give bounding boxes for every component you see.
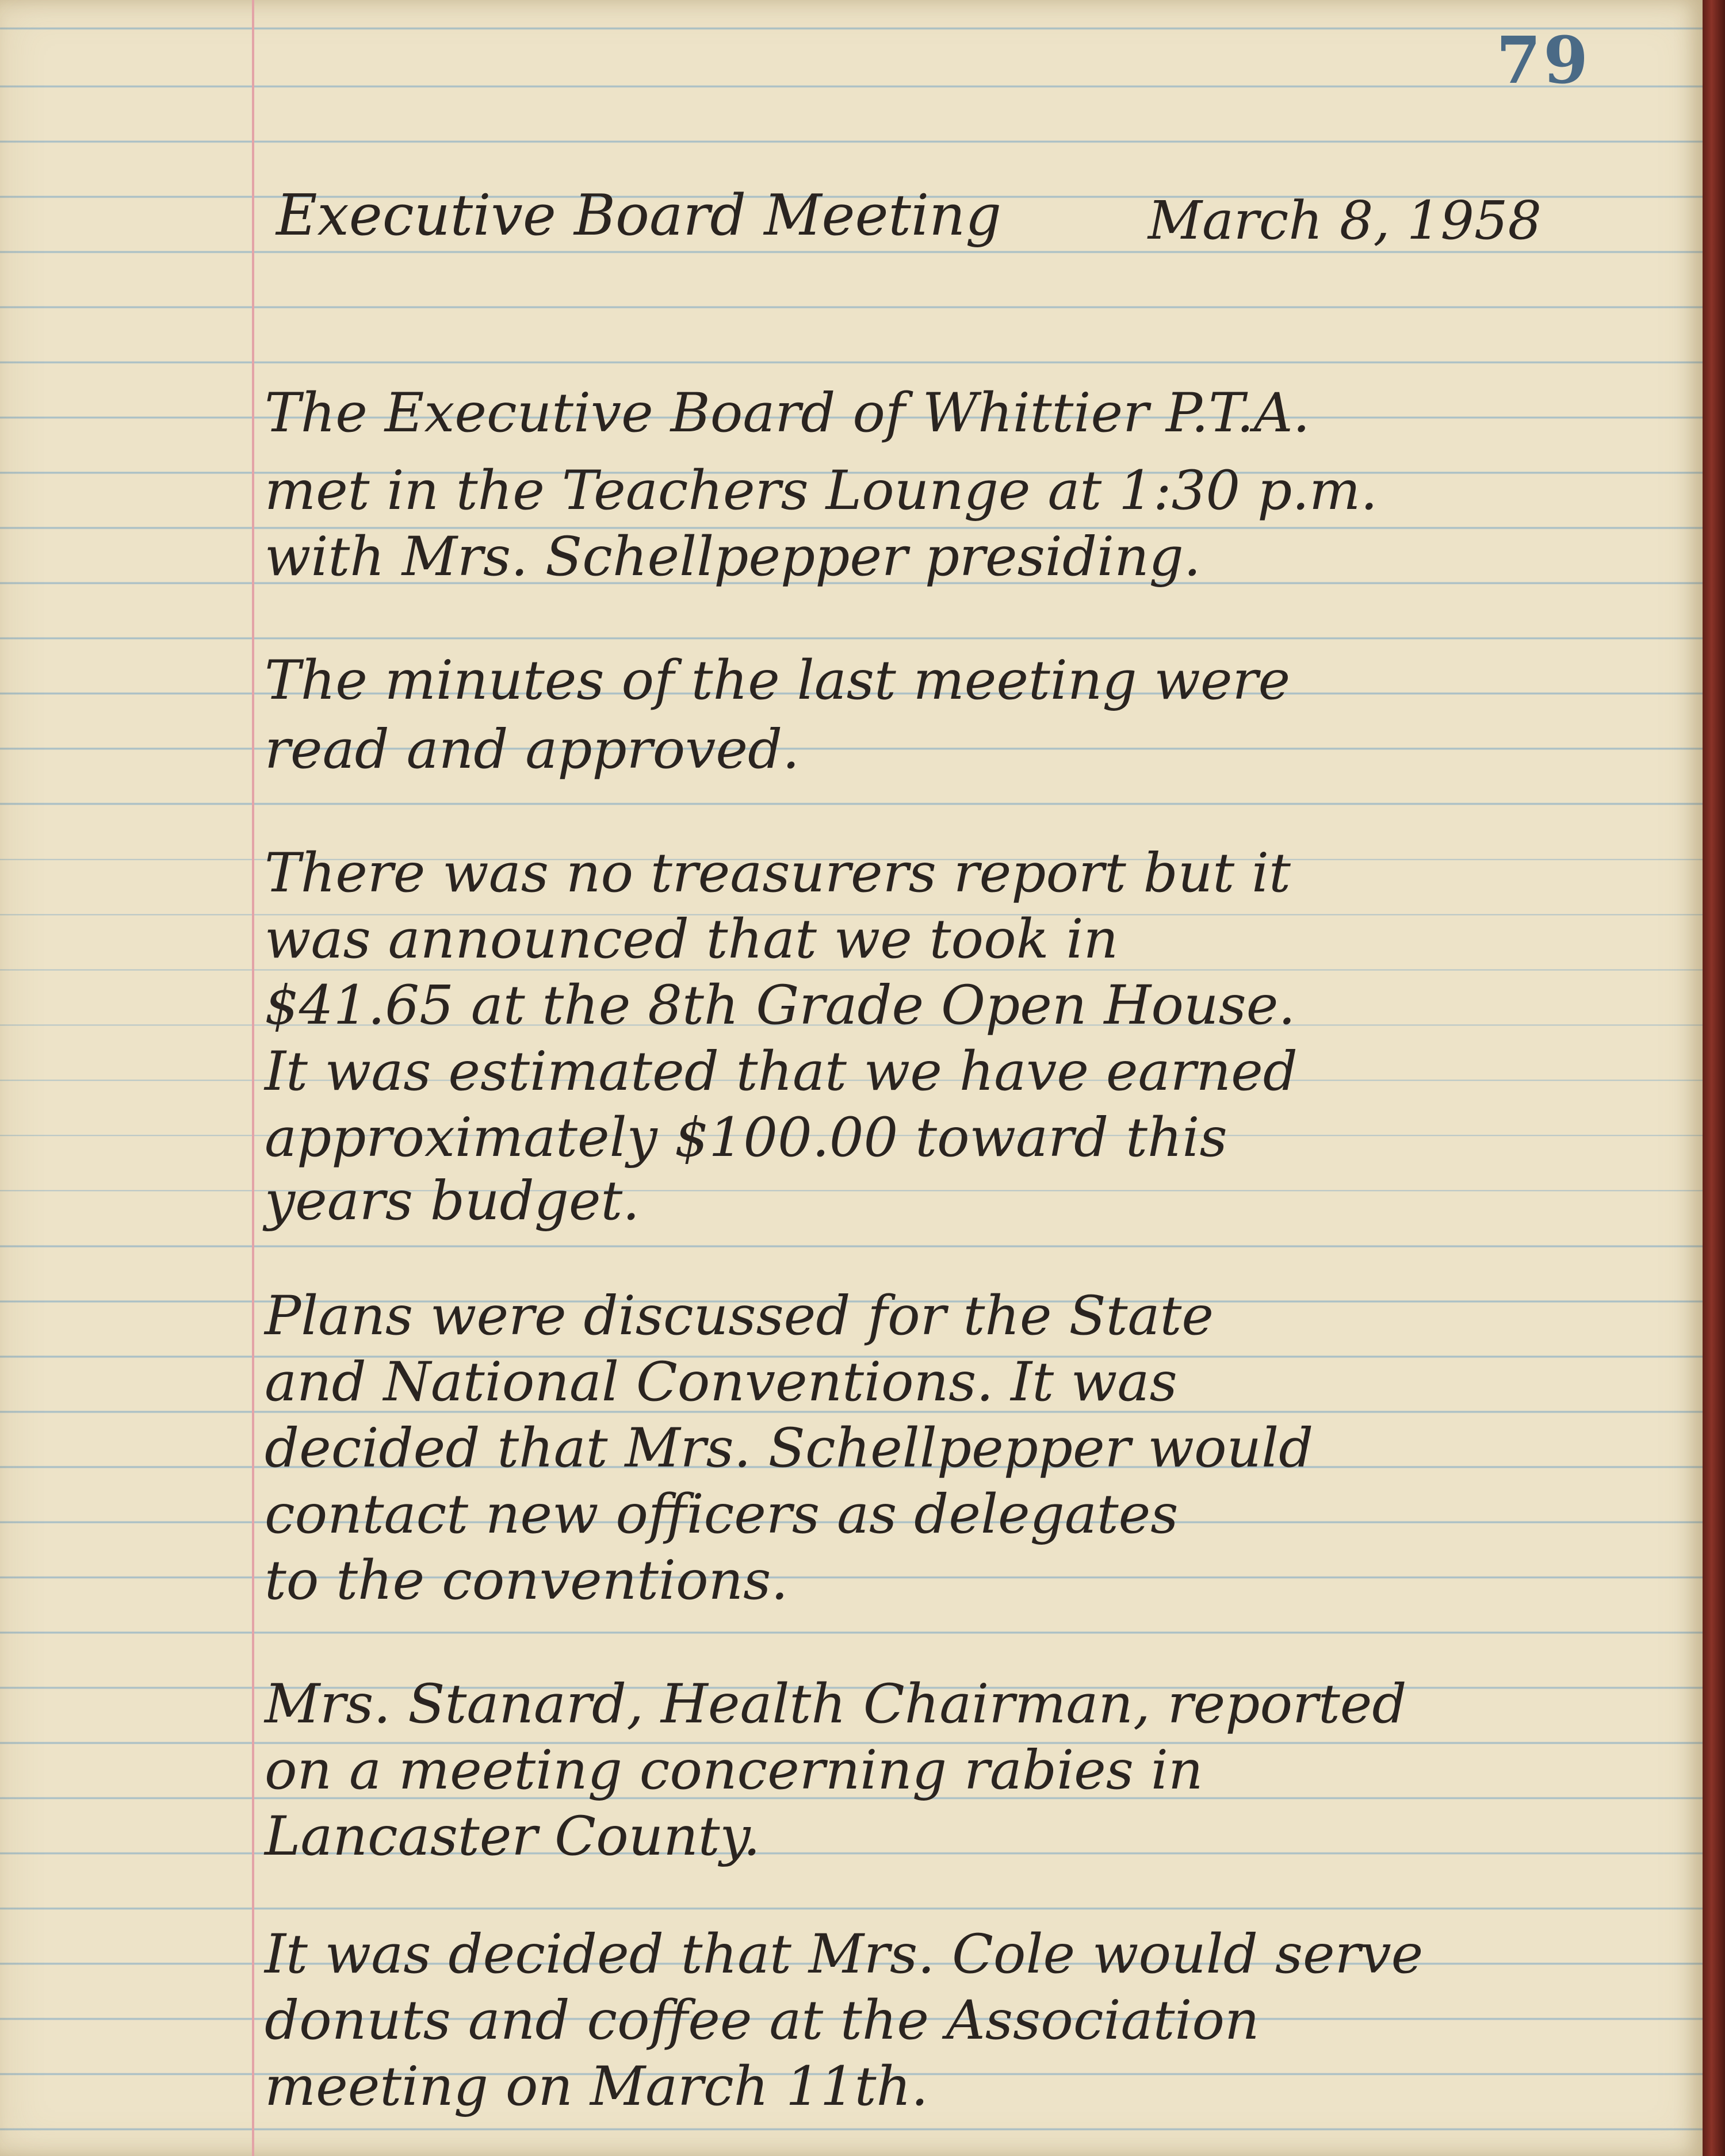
minutes-line: Plans were discussed for the State [265, 1285, 1214, 1347]
minutes-line: contact new officers as delegates [265, 1483, 1179, 1546]
minutes-line: The Executive Board of Whittier P.T.A. [265, 382, 1310, 445]
minutes-line: The minutes of the last meeting were [265, 649, 1291, 712]
minutes-line: $41.65 at the 8th Grade Open House. [265, 974, 1296, 1037]
minutes-line: Lancaster County. [265, 1805, 761, 1868]
minutes-line: donuts and coffee at the Association [265, 1989, 1260, 2052]
minutes-line: was announced that we took in [265, 908, 1119, 971]
minutes-line: read and approved. [265, 718, 800, 781]
meeting-date: March 8, 1958 [1148, 190, 1542, 251]
minutes-line: and National Conventions. It was [265, 1351, 1177, 1414]
minutes-line: Mrs. Stanard, Health Chairman, reported [265, 1673, 1407, 1736]
minutes-line: years budget. [265, 1170, 640, 1232]
book-cover-edge [1703, 0, 1725, 2156]
minutes-line: on a meeting concerning rabies in [265, 1739, 1203, 1802]
meeting-title: Executive Board Meeting [276, 183, 1002, 248]
minutes-line: approximately $100.00 toward this [265, 1106, 1227, 1169]
minutes-line: There was no treasurers report but it [265, 842, 1291, 905]
minutes-line: met in the Teachers Lounge at 1:30 p.m. [265, 459, 1378, 522]
page-number: 79 [1496, 23, 1590, 98]
minutes-line: It was estimated that we have earned [265, 1040, 1298, 1103]
minutes-line: decided that Mrs. Schellpepper would [265, 1417, 1314, 1480]
margin-rule [252, 0, 254, 2156]
minutes-line: with Mrs. Schellpepper presiding. [265, 526, 1201, 588]
minutes-line: meeting on March 11th. [265, 2055, 928, 2118]
minutes-line: to the conventions. [265, 1549, 789, 1612]
minutes-line: It was decided that Mrs. Cole would serve [265, 1923, 1424, 1986]
